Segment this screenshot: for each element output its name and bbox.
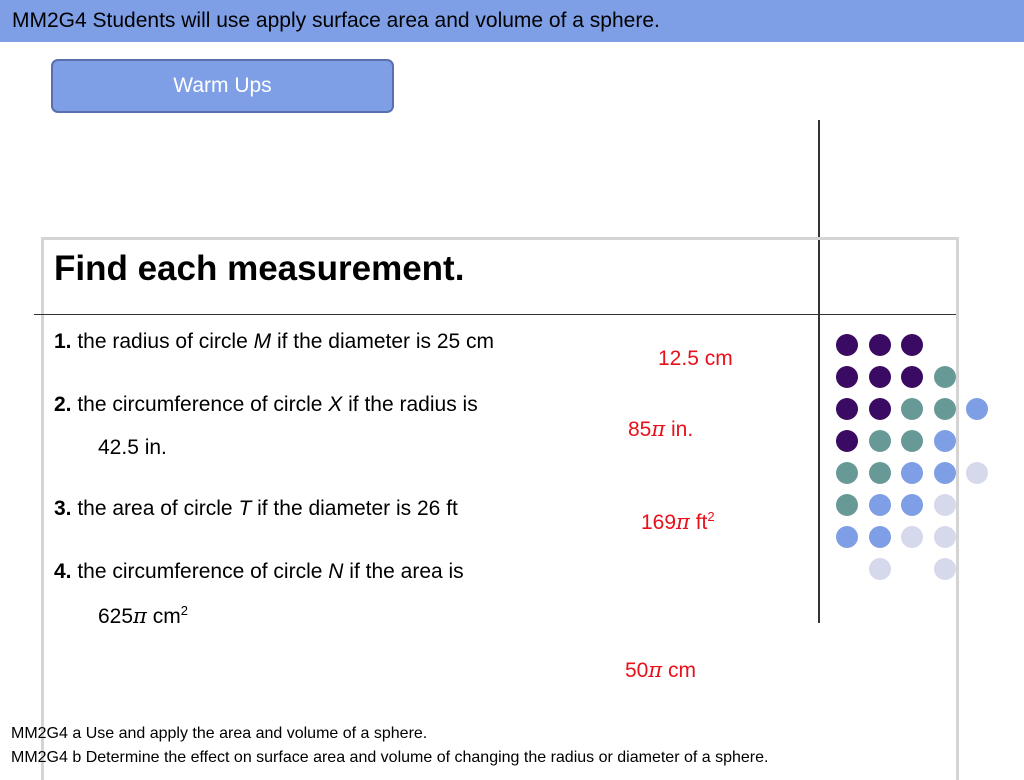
decorative-dot <box>836 398 858 420</box>
decorative-dot <box>901 334 923 356</box>
problem-1 <box>54 329 494 355</box>
slide-header-title: MM2G4 Students will use apply surface area and volume of a sphere. <box>12 9 660 32</box>
exponent: 2 <box>707 509 715 524</box>
decorative-dot-grid <box>836 334 996 594</box>
answer-number: 85 <box>628 418 652 441</box>
footer-standards <box>11 722 768 770</box>
problem-variable: M <box>253 330 272 353</box>
footer-line: MM2G4 b Determine the effect on surface area and volume of changing the radius or diameter of a sphere. <box>11 749 769 766</box>
answer-4 <box>625 657 696 684</box>
divider-vertical <box>818 240 820 623</box>
decorative-dot <box>836 462 858 484</box>
problem-text: if the diameter is 25 cm <box>271 330 495 353</box>
footer-line: MM2G4 a Use and apply the area and volume of a sphere. <box>11 725 428 742</box>
answer-number: 50 <box>625 659 649 682</box>
decorative-dot <box>966 462 988 484</box>
problem-text: if the diameter is 26 ft <box>251 497 458 520</box>
decorative-dot <box>836 334 858 356</box>
answer-unit: in. <box>665 418 694 441</box>
decorative-dot <box>934 494 956 516</box>
decorative-dot <box>869 494 891 516</box>
content-title: Find each measurement. <box>54 249 465 288</box>
exponent: 2 <box>180 603 188 618</box>
decorative-dot <box>901 398 923 420</box>
decorative-dot <box>934 526 956 548</box>
decorative-dot <box>934 430 956 452</box>
warm-ups-button[interactable]: Warm Ups <box>51 59 394 113</box>
decorative-dot <box>934 366 956 388</box>
decorative-dot <box>934 398 956 420</box>
decorative-dot <box>869 430 891 452</box>
problem-text: the radius of circle <box>71 330 254 353</box>
decorative-dot <box>901 366 923 388</box>
decorative-dot <box>836 494 858 516</box>
decorative-dot <box>869 462 891 484</box>
problem-number: 4. <box>54 560 72 583</box>
answer-unit: cm <box>662 659 696 682</box>
problem-4 <box>54 559 464 585</box>
answer-1: 12.5 cm <box>658 347 733 370</box>
problem-text: the circumference of circle <box>71 560 329 583</box>
decorative-dot <box>901 526 923 548</box>
decorative-dot <box>869 558 891 580</box>
problem-number: 3. <box>54 497 72 520</box>
answer-3 <box>641 509 715 536</box>
pi-symbol: π <box>676 510 690 534</box>
problem-text: if the radius is <box>342 393 478 416</box>
decorative-dot <box>869 334 891 356</box>
problem-2 <box>54 392 478 418</box>
problem-variable: T <box>238 497 252 520</box>
continuation-number: 625 <box>98 605 134 628</box>
problem-2-continuation: 42.5 in. <box>98 436 167 459</box>
decorative-dot <box>901 494 923 516</box>
answer-number: 169 <box>641 511 677 534</box>
decorative-dot <box>966 398 988 420</box>
pi-symbol: π <box>651 417 666 441</box>
problem-4-continuation <box>98 603 188 630</box>
decorative-dot <box>869 398 891 420</box>
answer-2 <box>628 416 693 443</box>
decorative-dot <box>901 430 923 452</box>
decorative-dot <box>869 526 891 548</box>
problem-number: 1. <box>54 330 72 353</box>
decorative-dot <box>901 462 923 484</box>
continuation-unit: cm <box>146 605 181 628</box>
problem-3 <box>54 496 458 522</box>
problem-text: the circumference of circle <box>71 393 329 416</box>
decorative-dot <box>836 526 858 548</box>
problem-text: the area of circle <box>71 497 239 520</box>
header-bar <box>0 0 1024 42</box>
pi-symbol: π <box>648 658 663 682</box>
problem-number: 2. <box>54 393 72 416</box>
pi-symbol: π <box>133 604 147 628</box>
decorative-dot <box>934 558 956 580</box>
problem-variable: N <box>328 560 344 583</box>
problem-variable: X <box>328 393 343 416</box>
decorative-dot <box>934 462 956 484</box>
answer-unit: ft <box>689 511 708 534</box>
decorative-dot <box>836 366 858 388</box>
problem-text: if the area is <box>343 560 464 583</box>
decorative-dot <box>836 430 858 452</box>
decorative-dot <box>869 366 891 388</box>
divider-vertical-top <box>818 120 820 238</box>
